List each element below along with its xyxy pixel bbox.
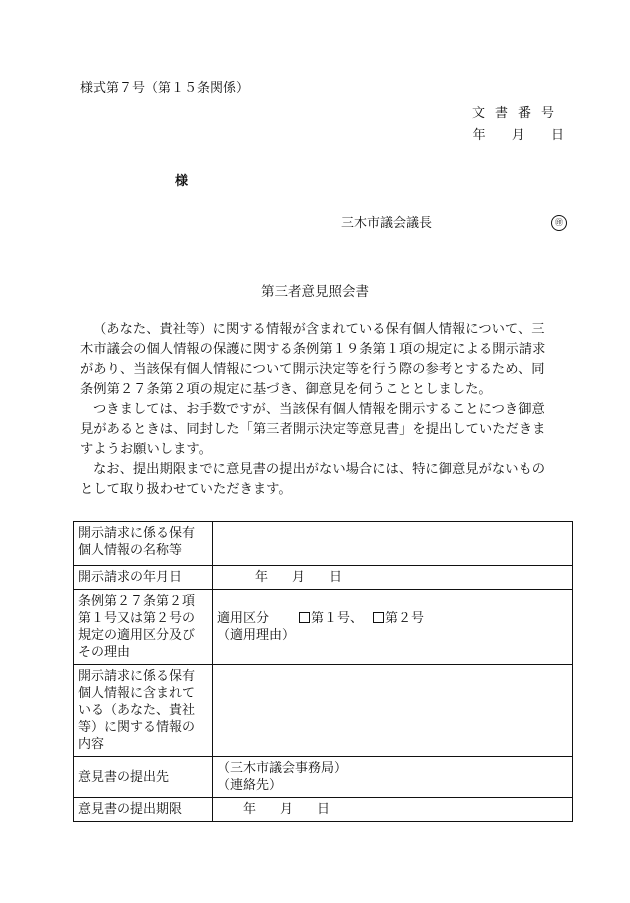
date-year: 年 [243, 802, 257, 817]
document-number: 文書番号 [471, 106, 564, 121]
label-line: 内容 [78, 737, 105, 752]
paragraph-1 [80, 320, 576, 400]
table-row [74, 522, 573, 566]
table-row [74, 566, 573, 590]
option-1-label: 第１号、 [311, 611, 364, 626]
p2-line-2: 見があるときは、同封した「第三者開示決定等意見書」を提出していただきま [80, 422, 546, 437]
row-label: 開示請求の年月日 [74, 566, 213, 590]
document-title: 第三者意見照会書 [261, 284, 369, 300]
sender-name: 三木市議会議長 [341, 216, 433, 231]
table-row [74, 798, 573, 822]
p1-line-4: 条例第２７条第２項の規定に基づき、御意見を伺うこととしました。 [80, 382, 492, 397]
submission-destination-field [213, 757, 573, 798]
body-text [80, 320, 576, 500]
label-line: 規定の適用区分及び [78, 628, 196, 643]
checkbox-option-2[interactable] [373, 612, 384, 623]
row-label: 意見書の提出期限 [74, 798, 213, 822]
row-label [74, 522, 213, 566]
label-line: 個人情報の名称等 [78, 543, 183, 558]
row-label [74, 590, 213, 665]
p1-line-2: 木市議会の個人情報の保護に関する条例第１９条第１項の規定による開示請求 [80, 342, 546, 357]
category-field [213, 590, 573, 665]
label-line: 等）に関する情報の [78, 720, 196, 735]
destination-contact: （連絡先） [217, 778, 283, 793]
label-line: いる（あなた、貴社 [78, 703, 196, 718]
label-line: 条例第２７条第２項 [78, 594, 196, 609]
date-year: 年 [255, 570, 269, 585]
row-label: 意見書の提出先 [74, 757, 213, 798]
request-date-field[interactable] [213, 566, 573, 590]
table-row [74, 757, 573, 798]
row-label [74, 665, 213, 757]
p2-line-3: すようお願いします。 [80, 442, 212, 457]
label-line: 第１号又は第２号の [78, 611, 196, 626]
label-line: 開示請求に係る保有 [78, 669, 196, 684]
label-line: 開示請求に係る保有 [78, 526, 196, 541]
date-month: 月 [292, 570, 306, 585]
date-day: 日 [317, 802, 331, 817]
date-day: 日 [329, 570, 343, 585]
table-row [74, 590, 573, 665]
checkbox-option-1[interactable] [299, 612, 310, 623]
seal-mark: ㊞ [551, 215, 567, 231]
date-month: 月 [280, 802, 294, 817]
reason-label: （適用理由） [217, 628, 296, 643]
deadline-field[interactable] [213, 798, 573, 822]
category-label: 適用区分 [217, 611, 270, 626]
info-table [73, 521, 573, 822]
p1-line-3: があり、当該保有個人情報について開示決定等を行う際の参考とするため、同 [80, 362, 545, 377]
p2-line-1: つきましては、お手数ですが、当該保有個人情報を開示することにつき御意 [93, 402, 545, 417]
paragraph-3 [80, 460, 576, 500]
document-date [473, 129, 564, 142]
date-day: 日 [550, 128, 564, 143]
info-content-field[interactable] [213, 665, 573, 757]
destination-office: （三木市議会事務局） [217, 761, 348, 776]
addressee: 様 [175, 174, 189, 189]
info-name-field[interactable] [213, 522, 573, 566]
p1-line-1: （あなた、貴社等）に関する情報が含まれている保有個人情報について、三 [93, 322, 545, 337]
p3-line-1: なお、提出期限までに意見書の提出がない場合には、特に御意見がないもの [93, 462, 546, 477]
label-line: 個人情報に含まれて [78, 686, 196, 701]
category-line [217, 610, 568, 627]
paragraph-2 [80, 400, 576, 460]
date-year: 年 [472, 128, 486, 143]
form-number: 様式第７号（第１５条関係） [80, 81, 250, 96]
p3-line-2: として取り扱わせていただきます。 [80, 482, 292, 497]
option-2-label: 第２号 [385, 611, 425, 626]
date-month: 月 [511, 128, 525, 143]
label-line: その理由 [78, 645, 131, 660]
table-row [74, 665, 573, 757]
